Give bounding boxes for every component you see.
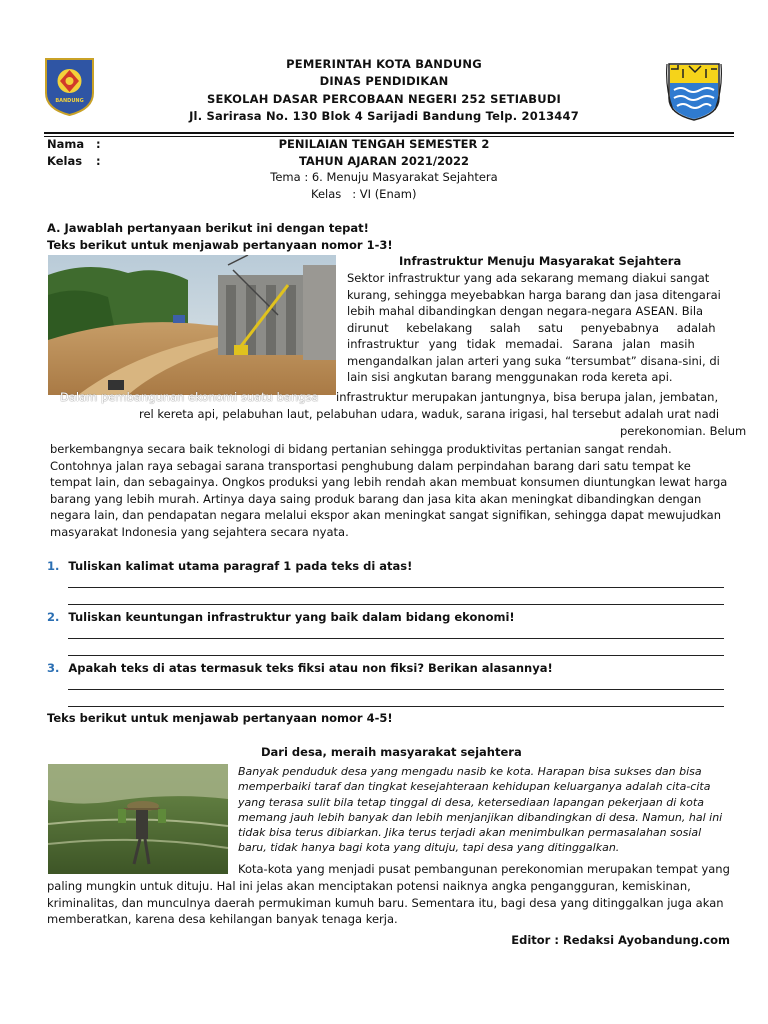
kelas-label: Kelas <box>47 154 83 168</box>
text-line: Sektor infrastruktur yang ada sekarang memang diakui sangat <box>347 271 710 285</box>
text-line: memperbaiki taraf dan tingkat kesejahteraan kehidupan keluarganya adalah cita-cita <box>238 780 711 794</box>
text2-intro: Teks berikut untuk menjawab pertanyaan nomor 4-5! <box>47 711 393 725</box>
village-photo <box>48 764 228 874</box>
section-a-instruction: A. Jawablah pertanyaan berikut ini dengan tepat! <box>47 221 369 235</box>
answer-line[interactable] <box>68 604 724 605</box>
kelas-colon: : <box>96 154 101 168</box>
answer-line[interactable] <box>68 655 724 656</box>
editor-credit: Editor : Redaksi Ayobandung.com <box>511 933 730 947</box>
text-line: kurang, sehingga meyebabkan harga barang dan jasa ditengarai <box>347 287 721 302</box>
school-logo-text: BANDUNG <box>55 98 84 104</box>
text-line: memberatkan, karena desa kehilangan banyak tenaga kerja. <box>47 912 398 926</box>
text-line: dirunut kebelakang salah satu penyebabnya adalah <box>347 320 716 335</box>
answer-line[interactable] <box>68 638 724 639</box>
question-1 <box>47 559 412 573</box>
text1-title: Infrastruktur Menuju Masyarakat Sejahtera <box>399 254 682 268</box>
question-text: Tuliskan kalimat utama paragraf 1 pada teks di atas! <box>68 559 413 573</box>
text-line: Banyak penduduk desa yang mengadu nasib ke kota. Harapan bisa sukses dan bisa <box>238 765 702 778</box>
kelas-line: Kelas : VI (Enam) <box>311 187 417 201</box>
text-line: mengandalkan jalan arteri yang suka “tersumbat” disana-sini, di <box>347 353 720 368</box>
text1-right-column <box>347 270 731 386</box>
text-line: berkembangnya secara baik teknologi di bidang pertanian sehingga produktivitas pertanian sangat rendah. <box>50 442 672 456</box>
text2-title: Dari desa, meraih masyarakat sejahtera <box>261 745 522 759</box>
text2-full-paragraph <box>47 878 731 928</box>
text-line: lain sisi angkutan barang menggunakan roda kereta api. <box>347 370 673 384</box>
text-line: baru, tidak hanya bagi kota yang dituju, tapi desa yang ditinggalkan. <box>238 841 620 855</box>
nama-colon: : <box>96 137 101 151</box>
header-line-3: SEKOLAH DASAR PERCOBAAN NEGERI 252 SETIABUDI <box>206 92 561 106</box>
text1-overlay-right: infrastruktur merupakan jantungnya, bisa berupa jalan, jembatan, <box>336 390 719 404</box>
answer-line[interactable] <box>68 706 724 707</box>
text-line: Contohnya jalan raya sebagai sarana transportasi penghubung dalam perpindahan barang dari satu tempat ke <box>50 458 691 473</box>
text-line: masyarakat Indonesia yang sejahtera secara nyata. <box>50 524 349 539</box>
text1-full-paragraph <box>50 441 732 540</box>
text-line: memang jauh lebih banyak dan lebih menjanjikan dibandingkan di desa. Namun, hal ini <box>238 810 723 824</box>
question-text: Tuliskan keuntungan infrastruktur yang baik dalam bidang ekonomi! <box>68 610 515 624</box>
text1-intro: Teks berikut untuk menjawab pertanyaan nomor 1-3! <box>47 238 393 252</box>
text-line: tempat lain, dan sebagainya. Ongkos produksi yang lebih rendah akan membuat konsumen diuntungkan lewat harga <box>50 475 728 489</box>
text2-right-column <box>238 764 732 856</box>
header-line-1: PEMERINTAH KOTA BANDUNG <box>286 57 482 71</box>
text-line: kriminalitas, dan munculnya daerah permukiman kumuh baru. Sementara itu, bagi desa yang ditinggalkan juga akan <box>47 895 724 910</box>
exam-title: PENILAIAN TENGAH SEMESTER 2 <box>278 137 490 151</box>
text-line: tidak bisa terus dibiarkan. Jika terus terjadi akan menimbulkan permasalahan sosial <box>238 826 702 840</box>
question-3 <box>47 661 553 675</box>
text-line: yang terasa sulit bila tetap tinggal di desa, ketersediaan lapangan pekerjaan di kota <box>238 795 704 809</box>
header-line-2: DINAS PENDIDIKAN <box>319 74 449 88</box>
question-number: 2. <box>47 610 60 624</box>
answer-line[interactable] <box>68 689 724 690</box>
text-line: lebih mahal dibandingkan dengan negara-negara ASEAN. Bila <box>347 304 704 318</box>
academic-year: TAHUN AJARAN 2021/2022 <box>298 154 470 168</box>
text1-overlay-left: Dalam pembangunan ekonomi suatu bangsa <box>60 390 319 404</box>
question-number: 1. <box>47 559 60 573</box>
header-divider-thick <box>44 132 734 134</box>
question-text: Apakah teks di atas termasuk teks fiksi atau non fiksi? Berikan alasannya! <box>68 661 553 675</box>
answer-line[interactable] <box>68 587 724 588</box>
header-line-4: Jl. Sarirasa No. 130 Blok 4 Sarijadi Bandung Telp. 2013447 <box>189 109 579 123</box>
tema-line: Tema : 6. Menuju Masyarakat Sejahtera <box>270 170 498 184</box>
question-2 <box>47 610 515 624</box>
construction-photo <box>48 255 336 395</box>
text1-perek-line: perekonomian. Belum <box>620 424 747 438</box>
text2-kota-line: Kota-kota yang menjadi pusat pembangunan perekonomian merupakan tempat yang <box>238 862 730 876</box>
text-line: barang yang lebih murah. Artinya daya saing produk barang dan jasa kita akan meningkat dibandingkan dengan <box>50 491 702 506</box>
text1-rel-line: rel kereta api, pelabuhan laut, pelabuhan udara, waduk, sarana irigasi, hal tersebut adalah urat nadi <box>139 407 720 421</box>
text-line: infrastruktur yang tidak memadai. Sarana jalan masih <box>347 337 695 351</box>
nama-label: Nama <box>47 137 85 151</box>
text-line: negara lain, dan pendapatan negara melalui ekspor akan meningkat sangat signifikan, sehingga dapat mewujudkan <box>50 508 721 522</box>
text-line: paling mungkin untuk dituju. Hal ini jelas akan menciptakan potensi naiknya angka pengangguran, kemiskinan, <box>47 879 691 893</box>
question-number: 3. <box>47 661 60 675</box>
